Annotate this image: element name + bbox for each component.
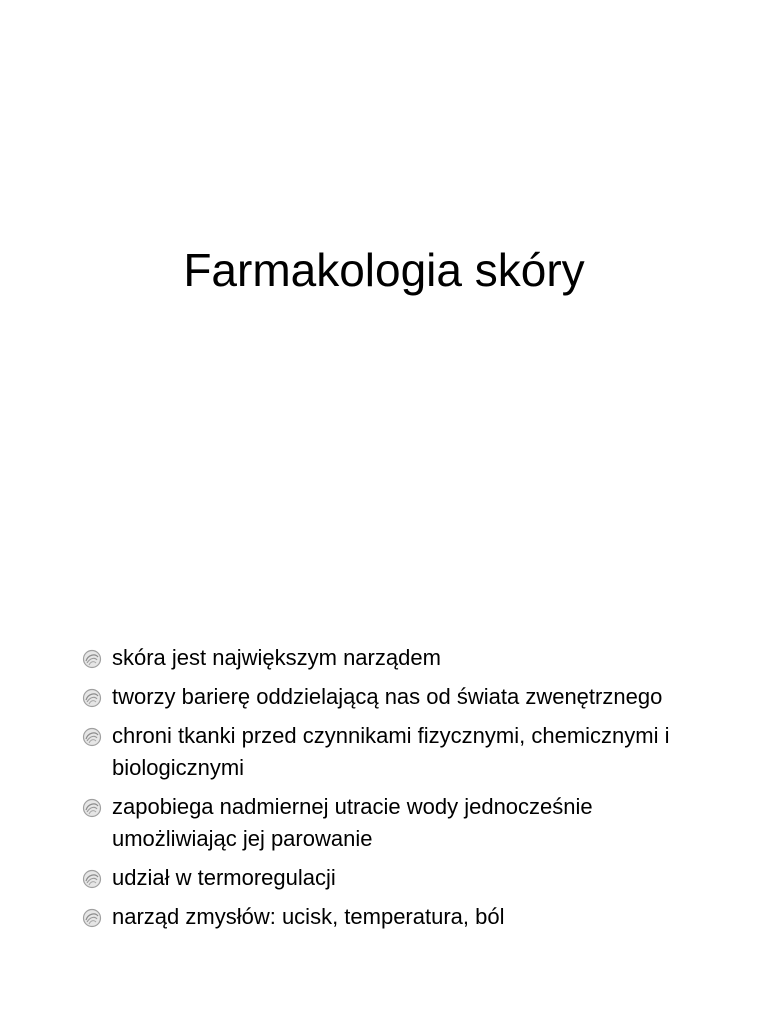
swirl-bullet-icon bbox=[82, 649, 102, 669]
list-item bbox=[82, 681, 702, 713]
swirl-bullet-icon bbox=[82, 869, 102, 889]
swirl-bullet-icon bbox=[82, 908, 102, 928]
slide-title: Farmakologia skóry bbox=[183, 244, 585, 296]
bullet-text: chroni tkanki przed czynnikami fizycznymi, chemicznymi i biologicznymi bbox=[112, 723, 670, 780]
bullet-list bbox=[82, 642, 702, 940]
list-item bbox=[82, 791, 702, 855]
list-item bbox=[82, 862, 702, 894]
swirl-bullet-icon bbox=[82, 798, 102, 818]
swirl-bullet-icon bbox=[82, 688, 102, 708]
bullet-text: skóra jest największym narządem bbox=[112, 645, 441, 670]
swirl-bullet-icon bbox=[82, 727, 102, 747]
bullet-text: tworzy barierę oddzielającą nas od świata zwenętrznego bbox=[112, 684, 663, 709]
list-item bbox=[82, 901, 702, 933]
bullet-text: narząd zmysłów: ucisk, temperatura, ból bbox=[112, 904, 505, 929]
bullet-text: zapobiega nadmiernej utracie wody jednocześnie umożliwiając jej parowanie bbox=[112, 794, 593, 851]
bullet-text: udział w termoregulacji bbox=[112, 865, 336, 890]
list-item bbox=[82, 720, 702, 784]
list-item bbox=[82, 642, 702, 674]
